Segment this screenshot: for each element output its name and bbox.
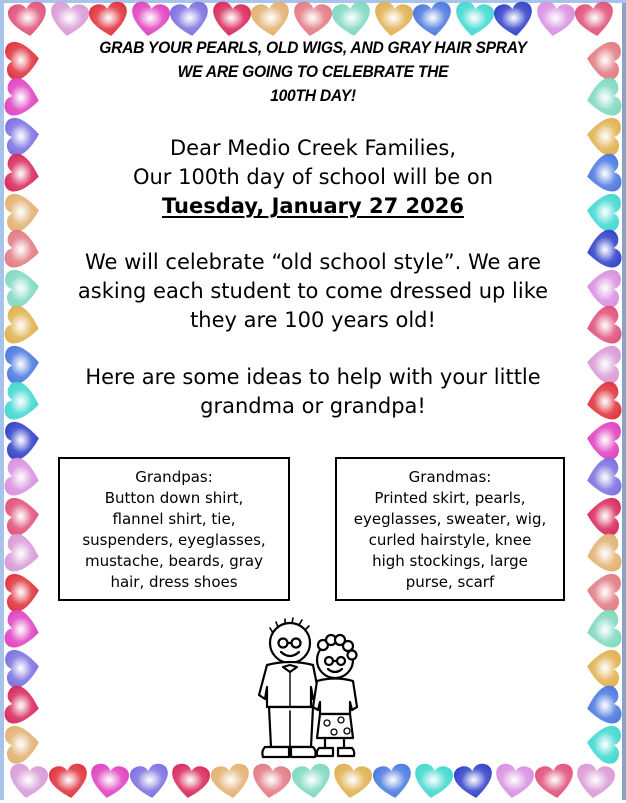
heart-icon [6,761,51,802]
grandpas-title: Grandpas: [135,468,213,486]
grandpas-line-1: Button down shirt, [104,489,244,507]
heart-icon [370,761,415,802]
heart-icon [168,0,213,41]
heart-icon [127,0,172,41]
heart-icon [249,0,294,41]
grandpas-line-3: suspenders, eyeglasses, [82,531,266,549]
dress-up-line-3: they are 100 years old! [190,308,436,332]
heart-icon [411,0,456,41]
heart-icon [208,761,253,802]
heart-icon [46,0,91,41]
grandpas-line-2: flannel shirt, tie, [112,510,236,528]
headline-line-1: GRAB YOUR PEARLS, OLD WIGS, AND GRAY HAIR SPRAY [99,38,527,57]
ideas-line-2: grandma or grandpa! [200,394,426,418]
ideas-paragraph [50,363,576,421]
flyer-content [50,36,576,421]
heart-icon [492,761,537,802]
heart-icon [451,761,496,802]
heart-icon [168,761,213,802]
heart-icon [411,761,456,802]
headline-line-3: 100TH DAY! [270,86,356,105]
grandmas-title: Grandmas: [408,468,492,486]
greeting-announcement: Our 100th day of school will be on [132,165,494,189]
heart-icon [127,761,172,802]
grandmas-line-5: purse, scarf [405,573,495,591]
grandmas-line-3: curled hairstyle, knee [368,531,532,549]
heart-icon [6,0,51,41]
greeting [50,134,576,221]
headline-line-2: WE ARE GOING TO CELEBRATE THE [177,62,449,81]
grandmas-line-2: eyeglasses, sweater, wig, [353,510,547,528]
dress-up-line-2: asking each student to come dressed up like [77,279,549,303]
heart-icon [532,0,577,41]
heart-icon [249,761,294,802]
grandpas-line-5: hair, dress shoes [110,573,238,591]
headline [71,36,555,108]
heart-icon [289,761,334,802]
heart-icon [3,722,43,766]
ideas-line-1: Here are some ideas to help with your little [85,365,541,389]
heart-icon [87,761,132,802]
heart-icon [492,0,537,41]
heart-icon [583,722,623,766]
grandmas-line-4: high stockings, large [372,552,528,570]
heart-icon [532,761,577,802]
heart-icon [451,0,496,41]
heart-icon [208,0,253,41]
heart-icon [573,0,618,41]
grandmas-ideas-box [335,457,565,601]
heart-icon [46,761,91,802]
heart-icon [573,761,618,802]
heart-icon [330,0,375,41]
dress-up-line-1: We will celebrate “old school style”. We are [84,250,542,274]
event-date: Tuesday, January 27 2026 [161,194,464,218]
grandpas-ideas-box [58,457,290,601]
heart-icon [289,0,334,41]
dress-up-paragraph [50,248,576,335]
heart-icon [87,0,132,41]
elderly-couple-clipart [245,615,370,765]
greeting-salutation: Dear Medio Creek Families, [169,136,457,160]
grandmas-line-1: Printed skirt, pearls, [374,489,526,507]
heart-icon [330,761,375,802]
heart-icon [370,0,415,41]
grandma-figure [313,635,357,756]
grandpa-figure [259,618,319,757]
grandpas-line-4: mustache, beards, gray [84,552,263,570]
